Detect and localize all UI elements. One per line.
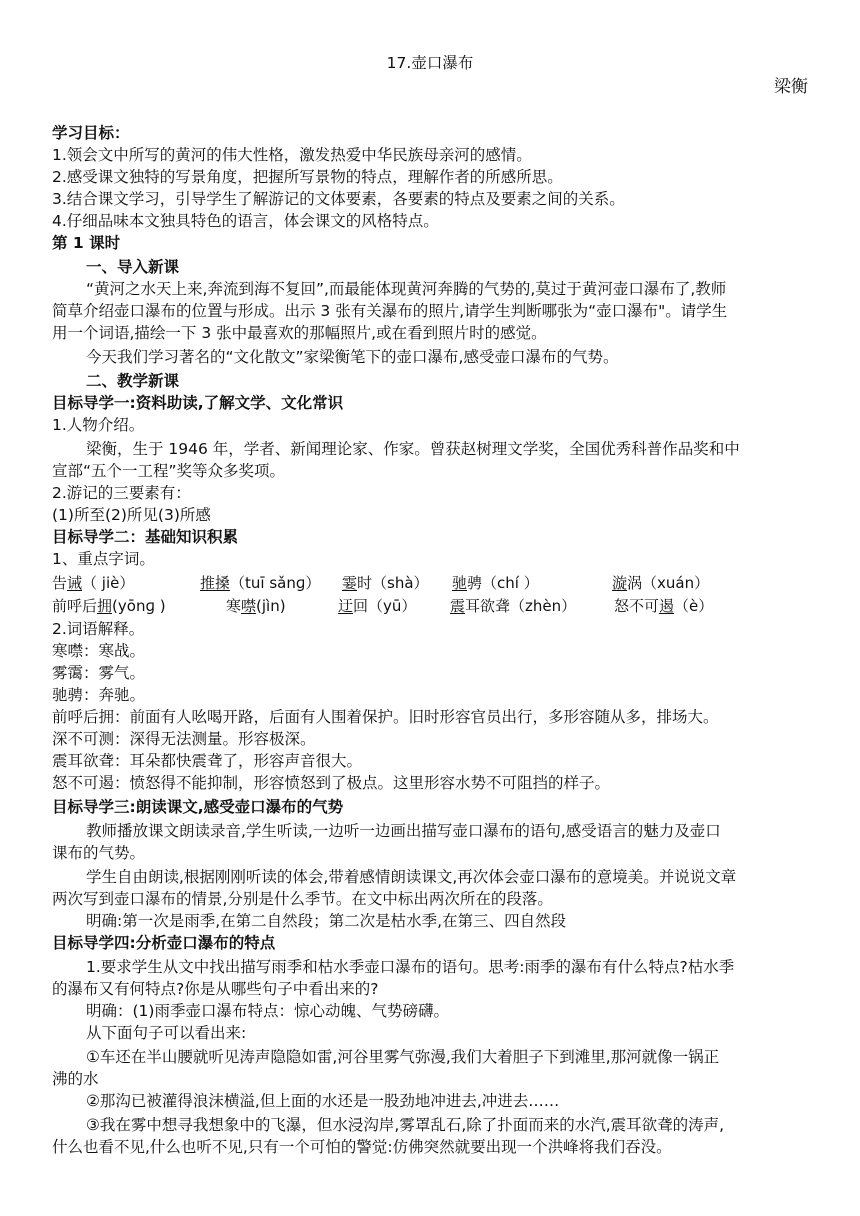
explanation-line: 驰骋：奔驰。 <box>52 686 146 704</box>
objective-4: 4.仔细品味本文独具特色的语言，体会课文的风格特点。 <box>52 212 439 230</box>
part2-heading: 二、教学新课 <box>86 372 180 390</box>
vocab-label: 1、重点字词。 <box>52 550 155 568</box>
goal4-question-2: 的瀑布又有何特点?你是从哪些句子中看出来的? <box>52 980 379 998</box>
objectives-heading: 学习目标： <box>52 124 130 142</box>
objective-3: 3.结合课文学习，引导学生了解游记的文体要素，各要素的特点及要素之间的关系。 <box>52 190 625 208</box>
intro-paragraph-2: 今天我们学习著名的“文化散文”家梁衡笔下的壶口瀑布,感受壶口瀑布的气势。 <box>86 348 619 366</box>
vocab-item: 驰骋（chí ） <box>452 574 539 592</box>
goal4-heading: 目标导学四:分析壶口瀑布的特点 <box>52 934 276 952</box>
objective-2: 2.感受课文独特的写景角度，把握所写景物的特点，理解作者的所感所思。 <box>52 168 563 186</box>
vocab-item: 震耳欲聋（zhèn） <box>450 597 577 615</box>
author-name: 梁衡 <box>774 77 808 97</box>
quote-3-line-2: 什么也看不见,什么也听不见,只有一个可怕的警觉:仿佛突然就要出现一个洪峰将我们吞没。 <box>52 1138 672 1156</box>
explanation-line: 前呼后拥：前面有人吆喝开路，后面有人围着保护。旧时形容官员出行，多形容随从多，排场大。 <box>52 708 719 726</box>
explanation-line: 寒噤：寒战。 <box>52 642 146 660</box>
intro-line-1: “黄河之水天上来,奔流到海不复回”,而最能体现黄河奔腾的气势的,莫过于黄河壶口瀑布了,教师 <box>86 280 727 298</box>
page-title: 17.壶口瀑布 <box>386 54 474 72</box>
explanation-line: 怒不可遏：愤怒得不能抑制，形容愤怒到了极点。这里形容水势不可阻挡的样子。 <box>52 774 611 792</box>
explain-label: 2.词语解释。 <box>52 620 145 638</box>
explanation-line: 深不可测：深得无法测量。形容极深。 <box>52 730 316 748</box>
vocab-item: 告诫（ jiè） <box>52 574 135 592</box>
intro-line-3: 用一个词语,描绘一下 3 张中最喜欢的那幅照片,或在看到照片时的感觉。 <box>52 324 547 342</box>
quote-3-line-1: ③我在雾中想寻我想象中的飞瀑，但水浸沟岸,雾罩乱石,除了扑面而来的水汽,震耳欲聋的涛声, <box>86 1116 725 1134</box>
person-label: 1.人物介绍。 <box>52 416 145 434</box>
vocab-item: 前呼后拥(yōnɡ ) <box>52 597 166 615</box>
elements-label: 2.游记的三要素有： <box>52 484 191 502</box>
goal3-heading: 目标导学三:朗读课文,感受壶口瀑布的气势 <box>52 798 344 816</box>
vocab-item: 寒噤(jìn) <box>226 597 286 615</box>
goal2-heading: 目标导学二：基础知识积累 <box>52 528 239 546</box>
vocab-item: 推搡（tuī sǎnɡ） <box>200 574 321 592</box>
intro-line-2: 简草介绍壶口瀑布的位置与形成。出示 3 张有关瀑布的照片,请学生判断哪张为“壶口瀑布"。请学生 <box>52 302 728 320</box>
goal3-answer: 明确:第一次是雨季,在第二自然段；第二次是枯水季,在第三、四自然段 <box>86 912 567 930</box>
elements-text: (1)所至(2)所见(3)所感 <box>52 506 211 524</box>
objective-1: 1.领会文中所写的黄河的伟大性格，激发热爱中华民族母亲河的感情。 <box>52 146 532 164</box>
vocab-item: 霎时（shà） <box>342 574 429 592</box>
vocab-item: 怒不可遏（è） <box>614 597 714 615</box>
goal3-p1-line-1: 教师播放课文朗读录音,学生听读,一边听一边画出描写壶口瀑布的语句,感受语言的魅力及壶口 <box>86 822 721 840</box>
vocab-item: 迂回（yū） <box>338 597 417 615</box>
part1-heading: 一、导入新课 <box>86 258 180 276</box>
vocab-item: 漩涡（xuán） <box>612 574 710 592</box>
quote-2: ②那沟已被灌得浪沫横溢,但上面的水还是一股劲地冲进去,冲进去…… <box>86 1092 560 1110</box>
goal4-question-1: 1.要求学生从文中找出描写雨季和枯水季壶口瀑布的语句。思考:雨季的瀑布有什么特点?枯水季 <box>86 958 735 976</box>
goal4-from: 从下面句子可以看出来: <box>86 1024 247 1042</box>
goal1-heading: 目标导学一:资料助读,了解文学、文化常识 <box>52 394 344 412</box>
quote-1-line-1: ①车还在半山腰就听见涛声隐隐如雷,河谷里雾气弥漫,我们大着胆子下到滩里,那河就像一锅正 <box>86 1048 720 1066</box>
explanation-line: 震耳欲聋：耳朵都快震聋了，形容声音很大。 <box>52 752 363 770</box>
goal4-answer: 明确：(1)雨季壶口瀑布特点：惊心动魄、气势磅礴。 <box>86 1002 449 1020</box>
person-text-1: 梁衡，生于 1946 年，学者、新闻理论家、作家。曾获赵树理文学奖，全国优秀科普作品奖和中 <box>86 440 740 458</box>
goal3-p1-line-2: 课布的气势。 <box>52 844 146 862</box>
explanation-line: 雾霭：雾气。 <box>52 664 146 682</box>
goal3-p2-line-1: 学生自由朗读,根据刚刚听读的体会,带着感情朗读课文,再次体会壶口瀑布的意境美。并说说文章 <box>86 868 737 886</box>
person-text-2: 宣部“五个一工程”奖等众多奖项。 <box>52 462 286 480</box>
quote-1-line-2: 沸的水 <box>52 1070 99 1088</box>
goal3-p2-line-2: 两次写到壶口瀑布的情景,分别是什么季节。在文中标出两次所在的段落。 <box>52 890 553 908</box>
lesson-heading: 第 1 课时 <box>52 234 121 252</box>
